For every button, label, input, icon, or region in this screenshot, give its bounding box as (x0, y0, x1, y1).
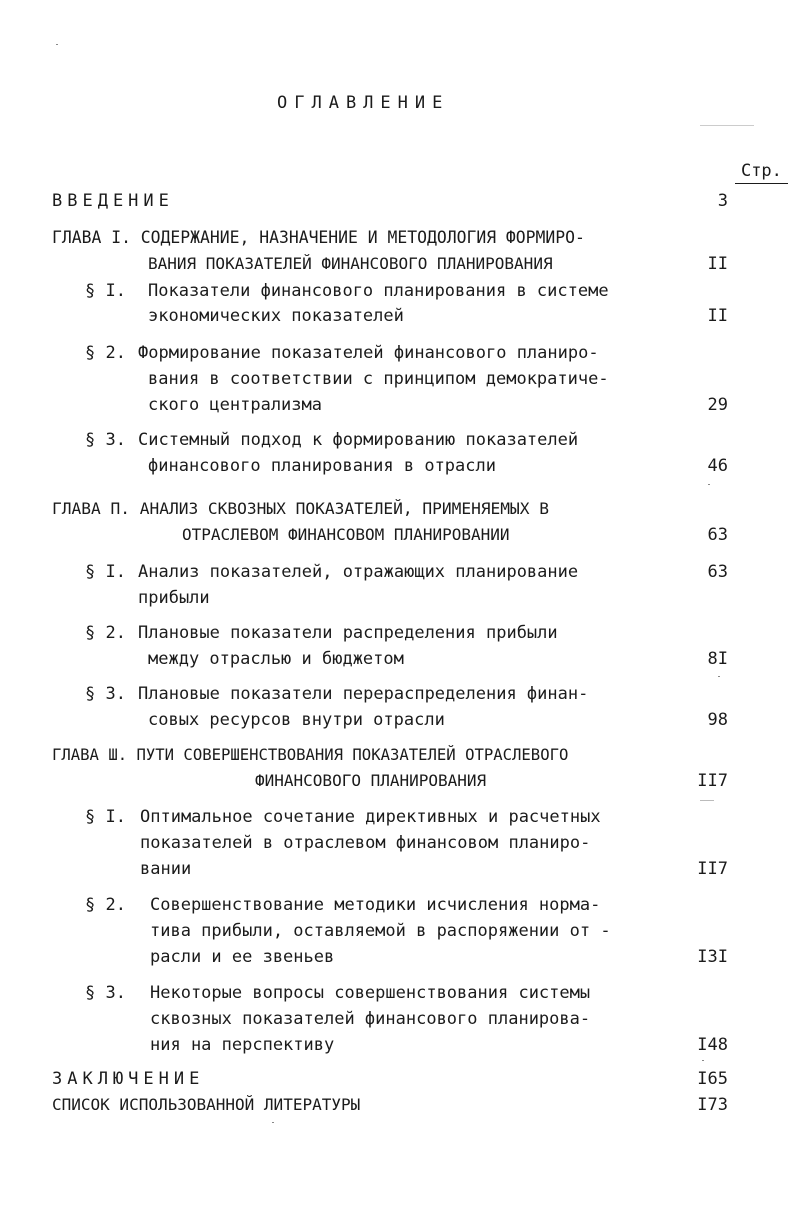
ch3-sec3-line-2: сквозных показателей финансового планирова- (150, 1009, 591, 1029)
scan-speck (272, 1122, 274, 1123)
page-title: ОГЛАВЛЕНИЕ (277, 93, 450, 113)
scan-speck (708, 484, 710, 485)
ch2-sec1-line-2: прибыли (138, 588, 210, 608)
scan-speck (700, 800, 714, 801)
ch1-sec2-line-2: вания в соответствии с принципом демократиче- (148, 369, 609, 389)
ch3-sec1-line-3: вании (140, 859, 192, 879)
chapter-3-page: II7 (697, 771, 728, 791)
page-column-header-text: Стр. (735, 161, 788, 184)
ch3-sec1-line-2: показателей в отраслевом финансовом планиро- (140, 833, 591, 853)
scan-speck (718, 676, 720, 677)
ch2-sec2-mark: § 2. (85, 623, 126, 643)
ch1-sec2-mark: § 2. (85, 343, 126, 363)
ch1-sec1-line-2: экономических показателей (148, 306, 404, 326)
conclusion-page: I65 (697, 1069, 728, 1089)
ch1-sec3-page: 46 (707, 456, 728, 476)
ch1-sec2-page: 29 (707, 395, 728, 415)
ch3-sec2-line-1: Совершенствование методики исчисления норма- (150, 895, 601, 915)
ch3-sec2-line-3: расли и ее звеньев (150, 947, 335, 967)
chapter-1-heading-line-1: ГЛАВА I. СОДЕРЖАНИЕ, НАЗНАЧЕНИЕ И МЕТОДОЛОГИЯ ФОРМИРО- (52, 228, 585, 247)
ch3-sec2-mark: § 2. (85, 895, 126, 915)
ch2-sec3-line-2: совых ресурсов внутри отрасли (148, 710, 445, 730)
ch2-sec1-page: 63 (707, 562, 728, 582)
ch3-sec3-page: I48 (697, 1035, 728, 1055)
ch3-sec3-line-3: ния на перспективу (150, 1035, 335, 1055)
scan-speck (702, 1060, 704, 1061)
references-page: I73 (697, 1095, 728, 1115)
ch2-sec3-line-1: Плановые показатели перераспределения финан- (138, 684, 589, 704)
chapter-1-page: II (707, 254, 728, 274)
ch2-sec1-mark: § I. (85, 562, 126, 582)
ch3-sec1-page: II7 (697, 859, 728, 879)
chapter-3-heading-line-2: ФИНАНСОВОГО ПЛАНИРОВАНИЯ (255, 771, 487, 790)
conclusion-label: ЗАКЛЮЧЕНИЕ (52, 1069, 205, 1089)
chapter-2-heading-line-1: ГЛАВА П. АНАЛИЗ СКВОЗНЫХ ПОКАЗАТЕЛЕЙ, ПРИМЕНЯЕМЫХ В (52, 499, 550, 518)
ch3-sec2-page: I3I (697, 947, 728, 967)
ch3-sec3-line-1: Некоторые вопросы совершенствования системы (150, 983, 591, 1003)
chapter-1-heading-line-2: ВАНИЯ ПОКАЗАТЕЛЕЙ ФИНАНСОВОГО ПЛАНИРОВАНИЯ (148, 254, 553, 273)
ch1-sec2-line-1: Формирование показателей финансового планиро- (138, 343, 599, 363)
ch2-sec2-line-2: между отраслью и бюджетом (148, 649, 404, 669)
ch2-sec2-line-1: Плановые показатели распределения прибыли (138, 623, 558, 643)
ch1-sec3-line-2: финансового планирования в отрасли (148, 456, 496, 476)
ch2-sec2-page: 8I (707, 649, 728, 669)
scan-speck (700, 125, 754, 126)
ch1-sec1-mark: § I. (85, 281, 126, 301)
ch2-sec1-line-1: Анализ показателей, отражающих планирование (138, 562, 579, 582)
ch3-sec1-line-1: Оптимальное сочетание директивных и расчетных (140, 807, 601, 827)
intro-page: 3 (717, 191, 728, 211)
ch1-sec1-page: II (707, 306, 728, 326)
ch1-sec2-line-3: ского централизма (148, 395, 322, 415)
chapter-2-page: 63 (707, 525, 728, 545)
intro-label: ВВЕДЕНИЕ (52, 191, 174, 211)
ch2-sec3-page: 98 (707, 710, 728, 730)
ch1-sec1-line-1: Показатели финансового планирования в системе (148, 281, 609, 301)
ch3-sec3-mark: § 3. (85, 983, 126, 1003)
ch1-sec3-line-1: Системный подход к формированию показателей (138, 430, 579, 450)
references-label: СПИСОК ИСПОЛЬЗОВАННОЙ ЛИТЕРАТУРЫ (52, 1095, 361, 1114)
ch3-sec1-mark: § I. (85, 807, 126, 827)
chapter-2-heading-line-2: ОТРАСЛЕВОМ ФИНАНСОВОМ ПЛАНИРОВАНИИ (182, 525, 510, 544)
ch2-sec3-mark: § 3. (85, 684, 126, 704)
ch3-sec2-line-2: тива прибыли, оставляемой в распоряжении от - (150, 921, 611, 941)
scan-speck (56, 44, 58, 45)
ch1-sec3-mark: § 3. (85, 430, 126, 450)
chapter-3-heading-line-1: ГЛАВА Ш. ПУТИ СОВЕРШЕНСТВОВАНИЯ ПОКАЗАТЕЛЕЙ ОТРАСЛЕВОГО (52, 746, 569, 764)
